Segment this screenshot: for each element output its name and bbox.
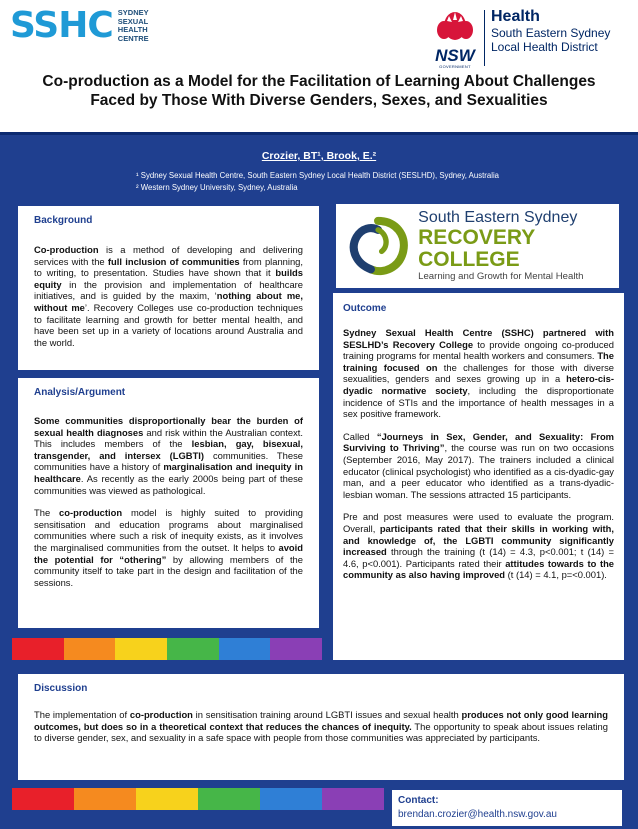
discussion-text: The implementation of co-production in sensitisation training around LGBTI issues and sexual health produces not only good learning outcomes, but does so in a theoretical context that reduces the chances of inequity. The opportunity to speak about issues relating to diverse gender, sex, and sexuality in a safe space with people from those communities was appreciated by participants.	[34, 709, 608, 744]
rainbow-purple	[270, 638, 322, 660]
background-section	[18, 206, 319, 370]
rainbow-yellow	[115, 638, 167, 660]
health-district-line1: South Eastern Sydney	[491, 26, 611, 40]
poster-title	[0, 72, 638, 110]
rainbow-blue	[260, 788, 322, 810]
nsw-government-mark	[432, 8, 478, 69]
logo-divider	[484, 10, 485, 66]
background-heading: Background	[34, 215, 93, 226]
health-district-text	[491, 8, 610, 54]
rainbow-red	[12, 638, 64, 660]
analysis-section	[18, 378, 319, 628]
outcome-paragraph-2: Called “Journeys in Sex, Gender, and Sexuality: From Surviving to Thriving”, the course was run on two occasions (September 2016, May 2017). The trainers included a clinical educator (clinical psychologist) who identified as a cis-dyadic-gay man, and a peer educator who identified as a trans-dyadic-lesbian woman. The sessions attracted 15 participants.	[343, 430, 615, 500]
sshc-line: HEALTH	[117, 25, 148, 34]
discussion-heading: Discussion	[34, 683, 88, 694]
analysis-paragraph-1: Some communities disproportionally bear the burden of sexual health diagnoses and risk within the Australian context. This includes members of the lesbian, gay, bisexual, transgender, and intersex (LGBTI) communities. These communities have a history of marginalisation and inequity in healthcare. As recently as the early 2000s being part of these communities was viewed as pathological.	[34, 415, 303, 496]
rainbow-purple	[322, 788, 384, 810]
rainbow-green	[198, 788, 260, 810]
poster-title-line1: Co-production as a Model for the Facilitation of Learning About Challenges	[42, 73, 596, 90]
recovery-college-line1: South Eastern Sydney	[418, 209, 578, 226]
rainbow-green	[167, 638, 219, 660]
nsw-government-label: GOVERNMENT	[439, 64, 471, 69]
recovery-college-logo	[336, 204, 619, 288]
rainbow-red	[12, 788, 74, 810]
rainbow-strip-bottom	[12, 788, 384, 810]
contact-section	[392, 790, 622, 826]
poster-header	[0, 0, 638, 132]
recovery-college-line2: RECOVERY COLLEGE	[418, 226, 535, 271]
outcome-paragraph-3: Pre and post measures were used to evaluate the program. Overall, participants rated that their skills in working with, and knowledge of, the LGBTI community significantly increased through the training (t (14) = 4.3, p<0.001; t (14) = 4.6, p<0.001). Participants rated their attitudes towards to the community as also having improved (t (14) = 4.1, p=<0.001).	[343, 511, 615, 581]
contact-email-link[interactable]: brendan.crozier@health.nsw.gov.au	[398, 809, 557, 820]
rainbow-yellow	[136, 788, 198, 810]
outcome-section	[333, 293, 624, 660]
background-text: Co-production is a method of developing and delivering services with the full inclusion of communities from planning, to writing, to presentation. Studies have shown that it builds equity in the provision and implementation of healthcare initiatives, and is guided by the maxim, ‘nothing about me, without me’. Recovery Colleges use co-production techniques to facilitate learning and growth for better mental health, and have been set up in a variety of locations around Australia and the world.	[34, 244, 303, 348]
sshc-logo-text: SSHC	[10, 5, 113, 46]
recovery-college-text	[418, 209, 619, 283]
waratah-icon	[435, 8, 475, 42]
analysis-paragraph-2: The co-production model is highly suited to providing sensitisation and education programs about marginalised communities where such a risk of inequity exists, as it involves the marginalised communities from the outset. It helps to avoid the potential for “othering” by allowing members of the community itself to take part in the design and facilitation of the sessions.	[34, 507, 304, 588]
outcome-heading: Outcome	[343, 303, 387, 314]
outcome-text	[343, 327, 614, 581]
affiliation-1: ¹ Sydney Sexual Health Centre, South Eastern Sydney Local Health District (SESLHD), Sydney, Australia	[136, 171, 500, 180]
sshc-line: CENTRE	[117, 33, 149, 43]
discussion-section	[18, 674, 624, 780]
sshc-logo	[10, 5, 149, 46]
health-title: Health	[491, 8, 540, 25]
swirl-logo-icon	[344, 210, 412, 282]
outcome-paragraph-1: Sydney Sexual Health Centre (SSHC) partnered with SESLHD’s Recovery College to provide ongoing co-produced training programs for mental health workers and consumers. The training focused on the challenges for those with diverse sexualities, genders and sexes growing up in a hetero-cis-dyadic normative society, including the disproportionate incidence of STIs and the importance of health messages in a sex positive framework.	[343, 327, 614, 420]
health-district-line2: Local Health District	[491, 40, 598, 54]
rainbow-strip-left	[12, 638, 322, 660]
authors: Crozier, BT¹, Brook, E.²	[261, 150, 377, 162]
rainbow-orange	[64, 638, 116, 660]
sshc-line: SEXUAL	[117, 16, 149, 26]
sshc-logo-subtitle	[118, 9, 149, 43]
rainbow-blue	[219, 638, 271, 660]
rainbow-orange	[74, 788, 136, 810]
affiliations	[136, 170, 499, 194]
contact-label: Contact:	[398, 795, 439, 806]
nsw-health-logo	[432, 8, 610, 69]
sshc-line: SYDNEY	[117, 8, 149, 17]
recovery-college-line3: Learning and Growth for Mental Health	[418, 271, 584, 282]
affiliation-2: ² Western Sydney University, Sydney, Australia	[136, 183, 298, 192]
analysis-text	[34, 415, 303, 588]
poster-title-line2: Faced by Those With Diverse Genders, Sexes, and Sexualities	[90, 92, 548, 109]
analysis-heading: Analysis/Argument	[34, 387, 126, 398]
nsw-wordmark: NSW	[435, 46, 475, 65]
